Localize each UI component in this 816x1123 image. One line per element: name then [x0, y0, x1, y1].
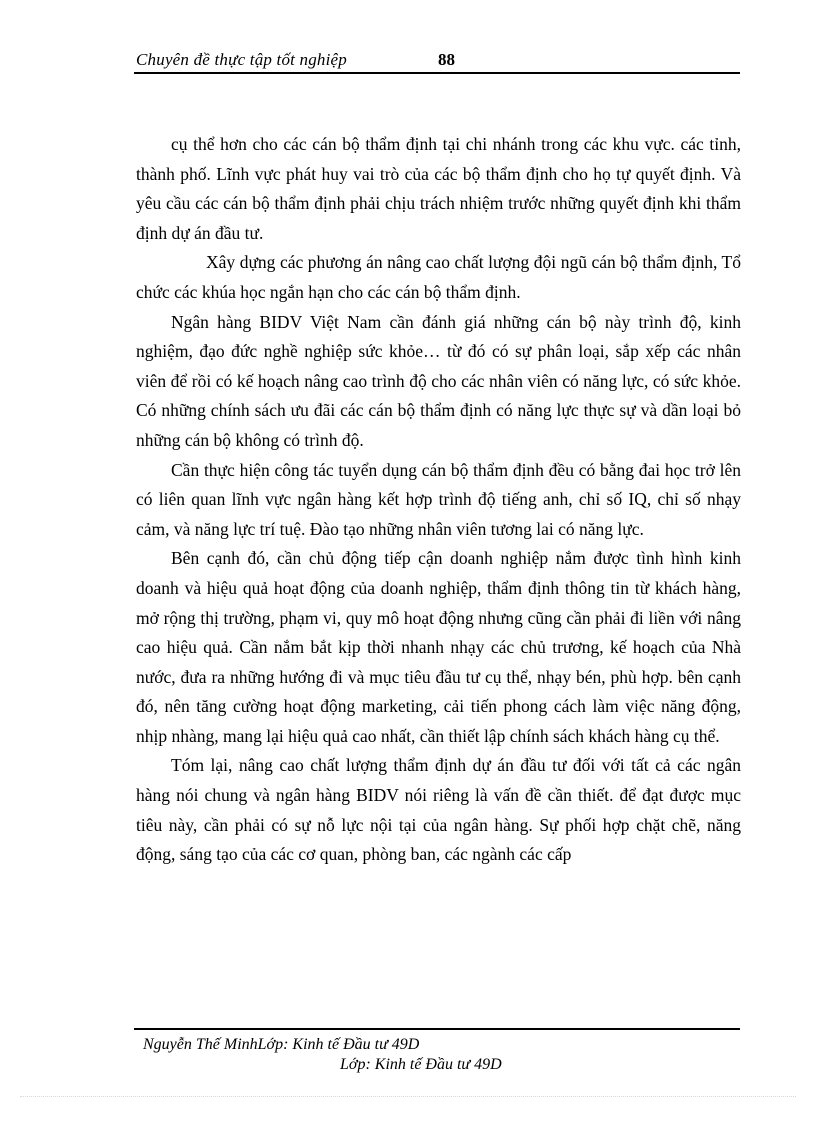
- page-edge: [20, 1096, 796, 1097]
- paragraph-4: Cần thực hiện công tác tuyển dụng cán bộ thẩm định đều có bằng đai học trở lên có liên quan lĩnh vực ngân hàng kết hợp trình độ tiếng anh, chỉ số IQ, chỉ số nhạy cảm, và năng lực trí tuệ. Đào tạo những nhân viên tương lai có năng lực.: [136, 459, 741, 539]
- paragraph-5: Bên cạnh đó, cần chủ động tiếp cận doanh nghiệp nắm được tình hình kinh doanh và hiệu quả hoạt động của doanh nghiệp, thẩm định thông tin từ khách hàng, mở rộng thị trường, phạm vi, quy mô hoạt động nhưng cũng cần phải đi liền với nâng cao hiệu quả. Cần nắm bắt kịp thời nhanh nhạy các chủ trương, kế hoạch của Nhà nước, đưa ra những hướng đi và mục tiêu đầu tư cụ thể, nhạy bén, phù hợp. bên cạnh đó, nên tăng cường hoạt động marketing, cải tiến phong cách làm việc năng động, nhịp nhàng, mang lại hiệu quả cao nhất, cần thiết lập chính sách khách hàng cụ thể.: [136, 548, 741, 746]
- paragraph-3: Ngân hàng BIDV Việt Nam cần đánh giá những cán bộ này trình độ, kinh nghiệm, đạo đức nghề nghiệp sức khỏe… từ đó có sự phân loại, sắp xếp các nhân viên để rồi có kế hoạch nâng cao trình độ cho các nhân viên có năng lực, có sức khỏe. Có những chính sách ưu đãi các cán bộ thẩm định có năng lực thực sự và dần loại bỏ những cán bộ không có trình độ.: [136, 311, 741, 450]
- footer-author: Nguyễn Thế MinhLớp: Kinh tế Đầu tư 49D: [143, 1036, 420, 1053]
- footer-divider: [134, 1028, 740, 1030]
- paragraph-2: Xây dựng các phương án nâng cao chất lượng đội ngũ cán bộ thẩm định, Tổ chức các khúa học ngắn hạn cho các cán bộ thẩm định.: [136, 252, 741, 302]
- paragraph-6: Tóm lại, nâng cao chất lượng thẩm định dự án đầu tư đối với tất cả các ngân hàng nói chung và ngân hàng BIDV nói riêng là vấn đề cần thiết. để đạt được mục tiêu này, cần phải có sự nỗ lực nội tại của ngân hàng. Sự phối hợp chặt chẽ, năng động, sáng tạo của các cơ quan, phòng ban, các ngành các cấp: [136, 755, 741, 865]
- body-text: [136, 130, 741, 870]
- paragraph-1: cụ thể hơn cho các cán bộ thẩm định tại chi nhánh trong các khu vực. các tỉnh, thành phố. Lĩnh vực phát huy vai trò của các bộ thẩm định cho họ tự quyết định. Và yêu cầu các cán bộ thẩm định phải chịu trách nhiệm trước những quyết định khi thẩm định dự án đầu tư.: [136, 134, 741, 243]
- page-number: 88: [438, 50, 455, 69]
- page-header: [134, 50, 740, 74]
- footer-class: Lớp: Kinh tế Đầu tư 49D: [340, 1056, 502, 1073]
- document-title: Chuyên đề thực tập tốt nghiệp: [136, 50, 348, 69]
